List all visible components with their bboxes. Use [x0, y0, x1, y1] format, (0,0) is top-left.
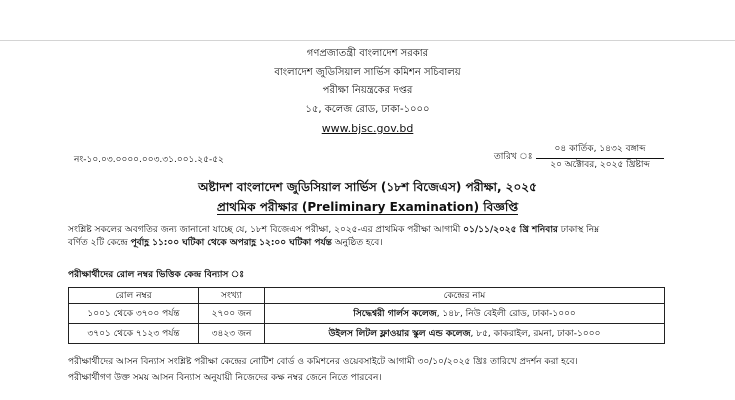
col-roll: রোল নম্বর [69, 288, 199, 304]
date-label: তারিখ ঃ [494, 152, 533, 162]
table-row [69, 304, 665, 324]
table-row [69, 324, 665, 344]
center-title: সিদ্ধেশ্বরী গার্লস কলেজ [353, 309, 437, 319]
center-name [265, 324, 665, 344]
header-website [0, 122, 735, 135]
date-bangla: ০৪ কার্তিক, ১৪৩২ বঙ্গাব্দ [536, 141, 664, 159]
exam-date: ০১/১১/২০২৫ খ্রি শনিবার [463, 225, 558, 235]
header-government: গণপ্রজাতন্ত্রী বাংলাদেশ সরকার [306, 48, 429, 59]
candidate-count: ২৭০০ জন [199, 304, 265, 324]
notice-subtitle-text: প্রাথমিক পরীক্ষার (Preliminary Examination) বিজ্ঞপ্তি [216, 200, 519, 214]
notice-title: অষ্টাদশ বাংলাদেশ জুডিসিয়াল সার্ভিস (১৮শ বিজেএস) পরীক্ষা, ২০২৫ [198, 180, 537, 194]
candidate-count: ৩৪২৩ জন [199, 324, 265, 344]
center-address: , ৮৫, কাকরাইল, রমনা, ঢাকা-১০০০ [470, 329, 601, 339]
header-secretariat: বাংলাদেশ জুডিসিয়াল সার্ভিস কমিশন সচিবালয় [274, 67, 461, 78]
para-text-d: অনুষ্ঠিত হবে। [334, 238, 383, 248]
center-name [265, 304, 665, 324]
notice-subtitle [0, 199, 735, 219]
col-count: সংখ্যা [199, 288, 265, 304]
table-header-row [69, 288, 665, 304]
date-english: ২০ অক্টোবর, ২০২৫ খ্রিষ্টাব্দ [550, 160, 650, 170]
seat-plan-instruction: পরীক্ষার্থীগণ উক্ত সময় আসন বিন্যাস অনুযায়ী নিজেদের কক্ষ নম্বর জেনে নিতে পারবেন। [68, 373, 382, 383]
exam-time: পূর্বাহ্ণ ১১:০০ ঘটিকা থেকে অপরাহ্ণ ১২:০০ ঘটিকা পর্যন্ত [130, 238, 332, 248]
header-address: ১৫, কলেজ রোড, ঢাকা-১০০০ [305, 104, 430, 115]
para-text-c: বর্ণিত ২টি কেন্দ্রে [68, 238, 128, 248]
website-link[interactable]: www.bjsc.gov.bd [321, 122, 414, 135]
para-text-a: সংশ্লিষ্ট সকলের অবগতির জন্য জানানো যাচ্ছে যে, ১৮শ বিজেএস পরীক্ষা, ২০২৫-এর প্রাথমিক পরীক্ষা আগামী [68, 225, 461, 235]
memo-number: নং-১০.০৩.০০০০.০০৩.৩১.০০১.২৫-৫২ [74, 155, 224, 165]
centers-heading: পরীক্ষার্থীদের রোল নম্বর ভিত্তিক কেন্দ্র বিন্যাস ঃ [68, 270, 245, 280]
roll-range: ৩৭০১ থেকে ৭১২৩ পর্যন্ত [69, 324, 199, 344]
notice-paragraph [68, 224, 668, 250]
header-office: পরীক্ষা নিয়ন্ত্রকের দপ্তর [322, 85, 413, 96]
col-center: কেন্দ্রের নাম [265, 288, 665, 304]
para-text-b: ঢাকাস্থ নিম্ন [560, 225, 600, 235]
center-title: উইলস লিটল ফ্লাওয়ার স্কুল এন্ড কলেজ [328, 329, 471, 339]
centers-table [68, 287, 665, 344]
page-top-border [0, 40, 735, 41]
roll-range: ১০০১ থেকে ৩৭০০ পর্যন্ত [69, 304, 199, 324]
seat-plan-note: পরীক্ষার্থীদের আসন বিন্যাস সংশ্লিষ্ট পরীক্ষা কেন্দ্রের নোটিশ বোর্ড ও কমিশনের ওয়েবসাইটে আগামী ৩০/১০/২০২৫ খ্রিঃ তারিখে প্রদর্শন করা হবে। [68, 357, 578, 367]
center-address: , ১৪৮, নিউ বেইলী রোড, ঢাকা-১০০০ [436, 309, 576, 319]
